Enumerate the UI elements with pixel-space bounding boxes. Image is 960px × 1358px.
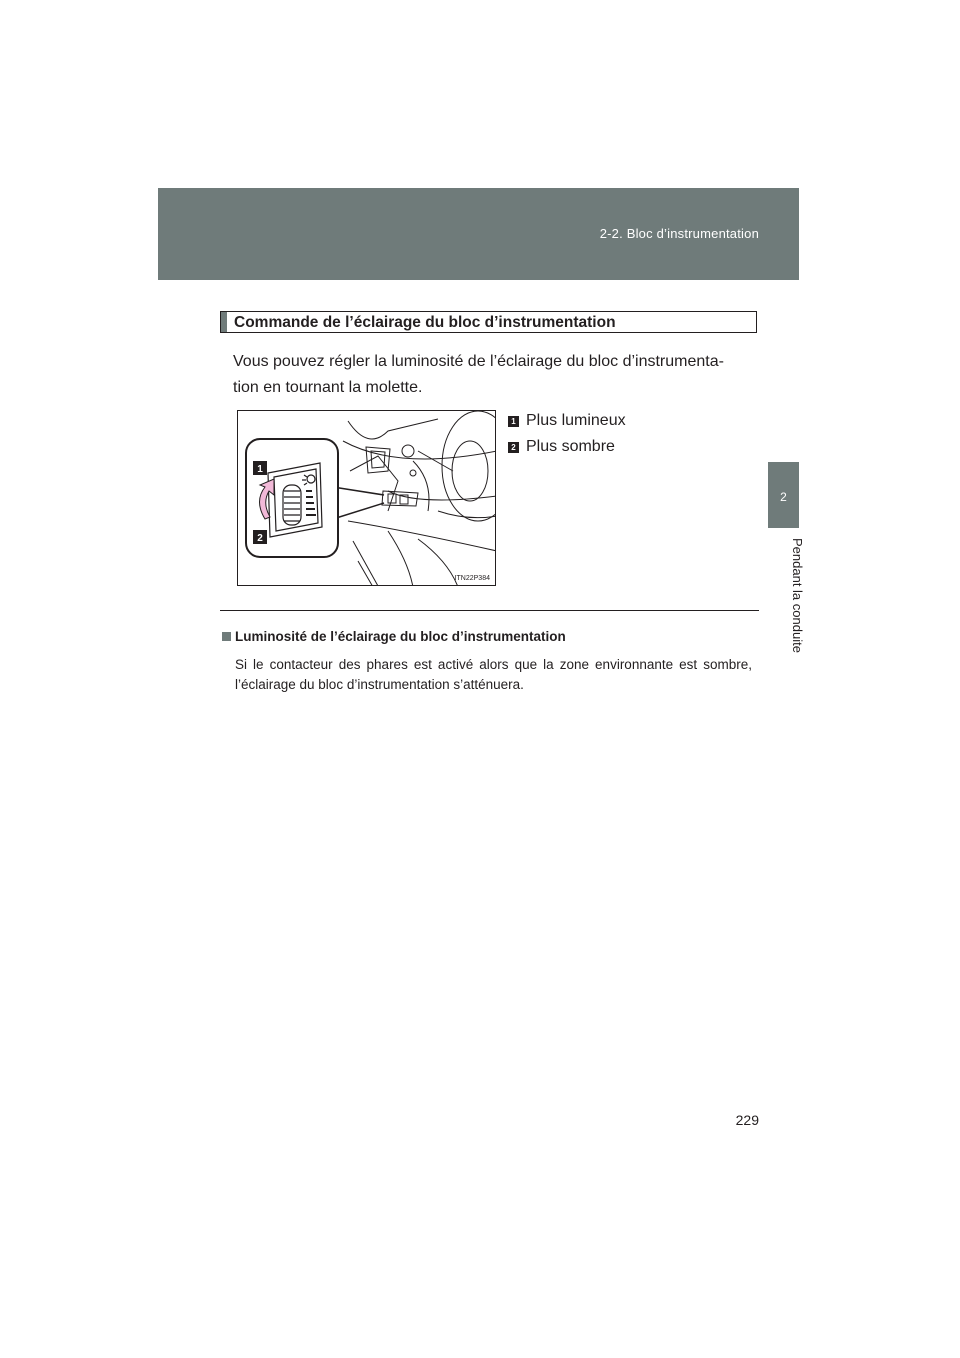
section-divider	[220, 610, 759, 611]
dimmer-drawing	[238, 411, 496, 586]
page-number: 229	[735, 1112, 759, 1128]
callout-number-2: 2	[508, 442, 519, 453]
intro-line-2: tion en tournant la molette.	[233, 379, 423, 396]
chapter-number: 2	[780, 490, 787, 504]
section-heading-accent	[221, 312, 227, 332]
chapter-label: Pendant la conduite	[790, 538, 805, 653]
intro-paragraph	[233, 349, 761, 401]
note-heading	[222, 629, 566, 644]
section-breadcrumb: 2-2. Bloc d’instrumentation	[599, 226, 759, 241]
section-heading-bar	[220, 311, 757, 333]
chapter-tab	[768, 462, 799, 528]
square-bullet-icon	[222, 632, 231, 641]
callout-item	[508, 434, 626, 460]
callout-label-1: Plus lumineux	[526, 412, 626, 429]
note-body: Si le contacteur des phares est activé alors que la zone environnante est sombre, l’éclairage du bloc d’instrumentation s’atténuera.	[235, 657, 752, 692]
header-band	[158, 188, 799, 280]
intro-line-1: Vous pouvez régler la luminosité de l’éclairage du bloc d’instrumenta-	[233, 353, 724, 370]
figure-marker-2: 2	[257, 533, 263, 544]
figure-marker-1: 1	[257, 464, 263, 475]
callout-label-2: Plus sombre	[526, 438, 615, 455]
dimmer-illustration	[237, 410, 496, 586]
callout-list	[508, 408, 626, 460]
callout-item	[508, 408, 626, 434]
callout-number-1: 1	[508, 416, 519, 427]
figure-code: ITN22P384	[454, 575, 490, 582]
note-heading-text: Luminosité de l’éclairage du bloc d’instrumentation	[235, 629, 566, 644]
section-title: Commande de l’éclairage du bloc d’instrumentation	[234, 314, 616, 331]
